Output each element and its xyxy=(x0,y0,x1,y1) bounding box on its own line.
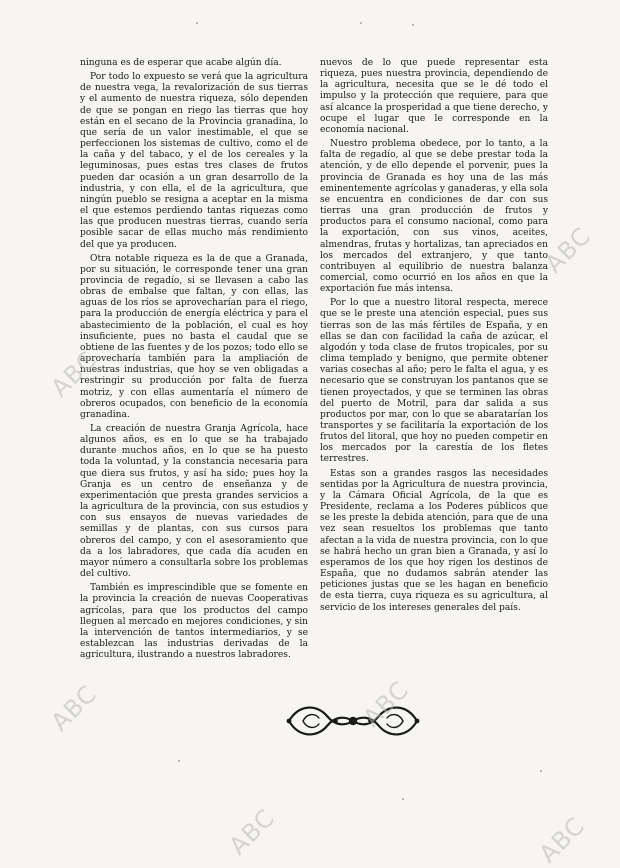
print-speck xyxy=(540,770,542,772)
paragraph: Otra notable riqueza es la de que a Granada, por su situación, le corresponde tener una gran provincia de regadío, si se llevasen a cabo las obras de embalse que faltan, y con ellas, las aguas de los ríos se aprovecharían para el riego, para la producción de energía eléctrica y para el abastecimiento de la población, el cual es hoy insuficiente, pues no basta el caudal que se obtiene de las fuentes y de los pozos; todo ello se aprovecharía también para la ampliación de nuestras industrias, que hoy se ven obligadas a restringir su producción por falta de fuerza motriz, y con ellas aumentaría el número de obreros ocupados, con beneficio de la economía granadina. xyxy=(80,253,308,420)
watermark: ABC xyxy=(533,811,591,868)
watermark: ABC xyxy=(45,679,103,737)
text-column-left xyxy=(80,58,308,661)
print-speck xyxy=(402,798,404,800)
paragraph: Nuestro problema obedece, por lo tanto, a la falta de regadío, al que se debe prestar toda la atención, y de ello depende el porvenir, pues la provincia de Granada es hoy una de las más eminentemente agrícolas y ganaderas, y ella sola se encuentra en condiciones de dar con sus tierras una gran producción de frutos y productos para el consumo nacional, como para la exportación, con sus vinos, aceites, almendras, frutas y hortalizas, tan apreciados en los mercados del extranjero, y que tanto contribuyen al equilibrio de nuestra balanza comercial, como ocurrió en los años en que la exportación fue más intensa. xyxy=(320,139,548,295)
print-speck xyxy=(178,760,180,762)
paragraph: Estas son a grandes rasgos las necesidades sentidas por la Agricultura de nuestra provincia, y la Cámara Oficial Agrícola, de la que es Presidente, reclama a los Poderes públicos que se les preste la debida atención, para que de una vez sean resueltos los problemas que tanto afectan a la vida de nuestra provincia, con lo que se habrá hecho un gran bien a Granada, y así lo esperamos de los que hoy rigen los destinos de España, que no dudamos sabrán atender las peticiones justas que se les hagan en beneficio de esta tierra, cuya riqueza es su agricultura, al servicio de los intereses generales del país. xyxy=(320,468,548,613)
text-column-right xyxy=(320,58,548,650)
watermark: ABC xyxy=(539,221,597,279)
paragraph: También es imprescindible que se fomente en la provincia la creación de nuevas Cooperativas agrícolas, para que los productos del campo lleguen al mercado en mejores condiciones, y sin la intervención de tantos intermediarios, y se establezcan las industrias derivadas de la agricultura, ilustrando a nuestros labradores. xyxy=(80,583,308,661)
print-speck xyxy=(196,22,198,24)
print-speck xyxy=(412,24,414,26)
paragraph: nuevos de lo que puede representar esta riqueza, pues nuestra provincia, dependiendo de la agricultura, necesita que se le dé todo el impulso y la protección que requiere, para que así alcance la prosperidad a que tiene derecho, y ocupe el lugar que le corresponde en la economía nacional. xyxy=(320,58,548,135)
paragraph: Por todo lo expuesto se verá que la agricultura de nuestra vega, la revalorización de sus tierras y el aumento de nuestra riqueza, sólo dependen de que se pongan en riego las tierras que hoy están en el secano de la Provincia granadina, lo que sería de un valor inestimable, el que se perfeccionen los sistemas de cultivo, como el de la caña y del tabaco, y el de los cereales y la leguminosas, pues estas tres clases de frutos pueden dar ocasión a un gran desarrollo de la industria, y con ella, el de la agricultura, que ningún pueblo se resigna a aceptar en la misma el que estemos perdiendo tantas riquezas como las que producen nuestras tierras, cuando sería posible sacar de ellas mucho más rendimiento del que ya producen. xyxy=(80,72,308,250)
paragraph: ninguna es de esperar que acabe algún día. xyxy=(80,58,282,68)
watermark: ABC xyxy=(357,675,415,733)
watermark: ABC xyxy=(223,803,281,861)
watermark: ABC xyxy=(45,345,103,403)
paragraph: Por lo que a nuestro litoral respecta, merece que se le preste una atención especial, pues sus tierras son de las más fértiles de España, y en ellas se dan con facilidad la caña de azúcar, el algodón y toda clase de frutos tropicales, por su clima templado y benigno, que permite obtener varias cosechas al año; pero le falta el agua, y es necesario que se construyan los pantanos que se tienen proyectados, y que se terminen las obras del puerto de Motril, para dar salida a sus productos por mar, con lo que se abaratarían los transportes y se facilitaría la exportación de los frutos del litoral, que hoy no pueden competir en los mercados por la carestía de los fletes terrestres. xyxy=(320,298,548,465)
print-speck xyxy=(360,22,362,24)
paragraph: La creación de nuestra Granja Agrícola, hace algunos años, es en lo que se ha trabajado durante muchos años, en lo que se ha puesto toda la voluntad, y la constancia necesaria para que diera sus frutos, y así ha sido; pues hoy la Granja es un centro de enseñanza y de experimentación que presta grandes servicios a la agricultura de la provincia, con sus estudios y con sus ensayos de nuevas variedades de semillas y de plantas, con sus cursos para obreros del campo, y con el asesoramiento que da a los labradores, que cada día acuden en mayor número a consultarla sobre los problemas del cultivo. xyxy=(80,424,308,580)
